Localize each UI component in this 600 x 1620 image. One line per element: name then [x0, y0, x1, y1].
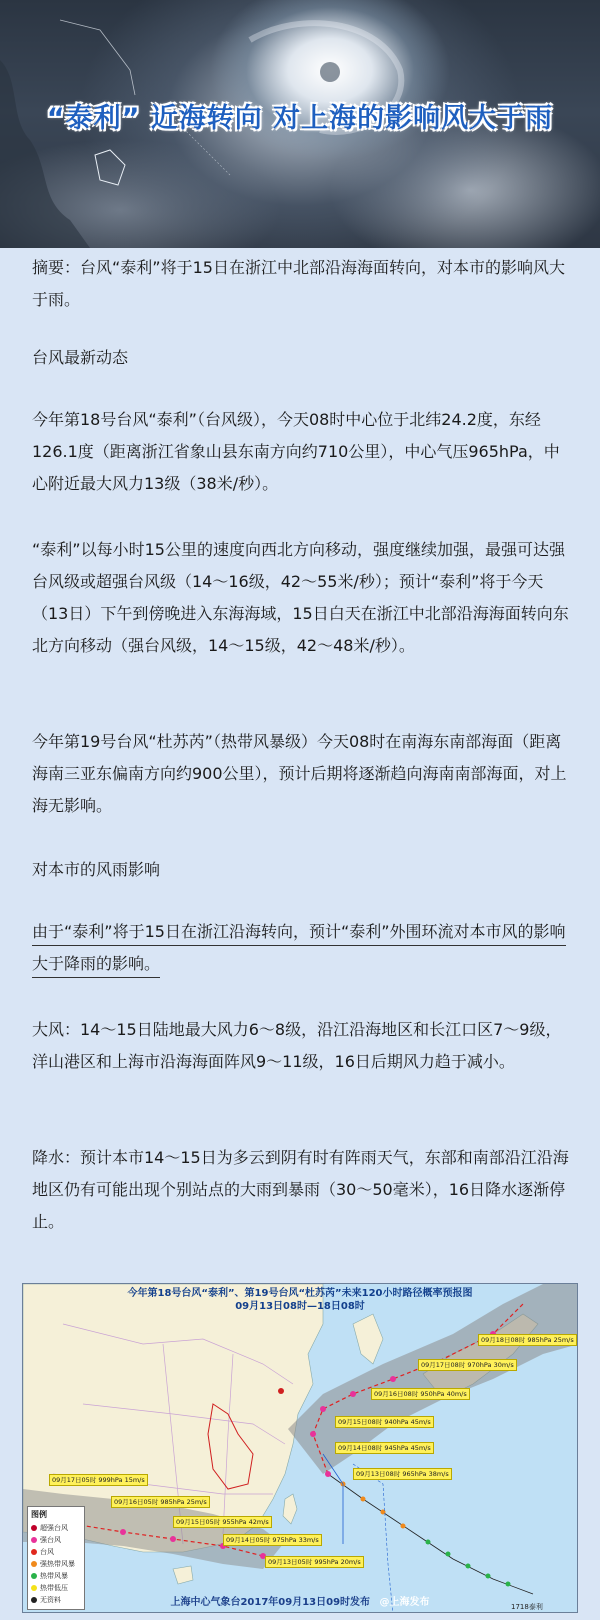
legend-item — [31, 1546, 81, 1558]
paragraph-talim-position: 今年第18号台风“泰利”（台风级），今天08时中心位于北纬24.2度，东经126.1度（距离浙江省象山县东南方向约710公里），中心气压965hPa，中心附近最大风力13级（38米/秒）。 — [32, 410, 560, 493]
header-banner — [0, 0, 600, 248]
doksuri-callout-13: 09月13日05时 995hPa 20m/s — [265, 1556, 364, 1568]
legend-item — [31, 1534, 81, 1546]
paragraph-rain: 降水：预计本市14～15日为多云到阴有时有阵雨天气，东部和南部沿江沿海地区仍有可能出现个别站点的大雨到暴雨（30～50毫米），16日降水逐渐停止。 — [32, 1148, 569, 1231]
legend-swatch — [31, 1525, 37, 1531]
typhoon-track-map — [22, 1283, 578, 1613]
doksuri-callout-14: 09月14日05时 975hPa 33m/s — [223, 1534, 322, 1546]
doksuri-callout-15: 09月15日05时 955hPa 42m/s — [173, 1516, 272, 1528]
talim-callout-13: 09月13日08时 965hPa 38m/s — [353, 1468, 452, 1480]
legend-swatch — [31, 1537, 37, 1543]
legend-label: 台风 — [40, 1548, 54, 1556]
paragraph-doksuri: 今年第19号台风“杜苏芮”（热带风暴级）今天08时在南海东南部海面（距离海南三亚东偏南方向约900公里），预计后期将逐渐趋向海南南部海面，对上海无影响。 — [32, 732, 567, 815]
doksuri-callout-16: 09月16日05时 985hPa 25m/s — [111, 1496, 210, 1508]
talim-callout-17: 09月17日08时 970hPa 30m/s — [418, 1359, 517, 1371]
legend-item — [31, 1558, 81, 1570]
talim-track-label: 1718泰利 — [511, 1603, 543, 1611]
paragraph-talim-forecast: “泰利”以每小时15公里的速度向西北方向移动，强度继续加强，最强可达强台风级或超强台风级（14～16级，42～55米/秒）；预计“泰利”将于今天（13日）下午到傍晚进入东海海域，15日白天在浙江中北部沿海海面转向东北方向移动（强台风级，14～15级，42～48米/秒）。 — [32, 540, 569, 655]
map-issuer: 上海中心气象台2017年09月13日09时发布 — [170, 1597, 371, 1608]
talim-callout-18: 09月18日08时 985hPa 25m/s — [478, 1334, 577, 1346]
legend-label: 强热带风暴 — [40, 1560, 75, 1568]
map-footer — [23, 1593, 577, 1608]
talim-callout-14: 09月14日08时 945hPa 45m/s — [335, 1442, 434, 1454]
section-heading-latest: 台风最新动态 — [32, 348, 129, 367]
legend-label: 热带低压 — [40, 1584, 68, 1592]
legend-label: 强台风 — [40, 1536, 61, 1544]
paragraph-impact-summary — [32, 916, 572, 980]
talim-callout-16: 09月16日08时 950hPa 40m/s — [371, 1388, 470, 1400]
legend-swatch — [31, 1549, 37, 1555]
legend-label: 热带风暴 — [40, 1572, 68, 1580]
legend-swatch — [31, 1561, 37, 1567]
doksuri-callout-17: 09月17日05时 999hPa 15m/s — [49, 1474, 148, 1486]
paragraph-wind: 大风：14～15日陆地最大风力6～8级，沿江沿海地区和长江口区7～9级，洋山港区和上海市沿海海面阵风9～11级，16日后期风力趋于减小。 — [32, 1020, 562, 1071]
map-title-main: 今年第18号台风“泰利”、第19号台风“杜苏芮”未来120小时路径概率预报图 — [127, 1288, 473, 1299]
summary-text: 摘要：台风“泰利”将于15日在浙江中北部沿海海面转向，对本市的影响风大于雨。 — [32, 258, 565, 309]
section-heading-impact: 对本市的风雨影响 — [32, 860, 161, 879]
legend-swatch — [31, 1585, 37, 1591]
legend-item — [31, 1570, 81, 1582]
map-title — [23, 1287, 577, 1313]
watermark: @上海发布 — [379, 1597, 430, 1608]
legend-label: 超强台风 — [40, 1524, 68, 1532]
legend-item — [31, 1522, 81, 1534]
legend-swatch — [31, 1573, 37, 1579]
map-subtitle: 09月13日08时—18日08时 — [235, 1301, 365, 1312]
impact-summary-text: 由于“泰利”将于15日在浙江沿海转向，预计“泰利”外围环流对本市风的影响大于降雨的影响。 — [32, 922, 566, 978]
legend-label: 无资料 — [40, 1596, 61, 1604]
talim-callout-15: 09月15日08时 940hPa 45m/s — [335, 1416, 434, 1428]
page-title: “泰利” 近海转向 对上海的影响风大于雨 — [46, 103, 554, 134]
legend-title: 图例 — [31, 1510, 47, 1519]
